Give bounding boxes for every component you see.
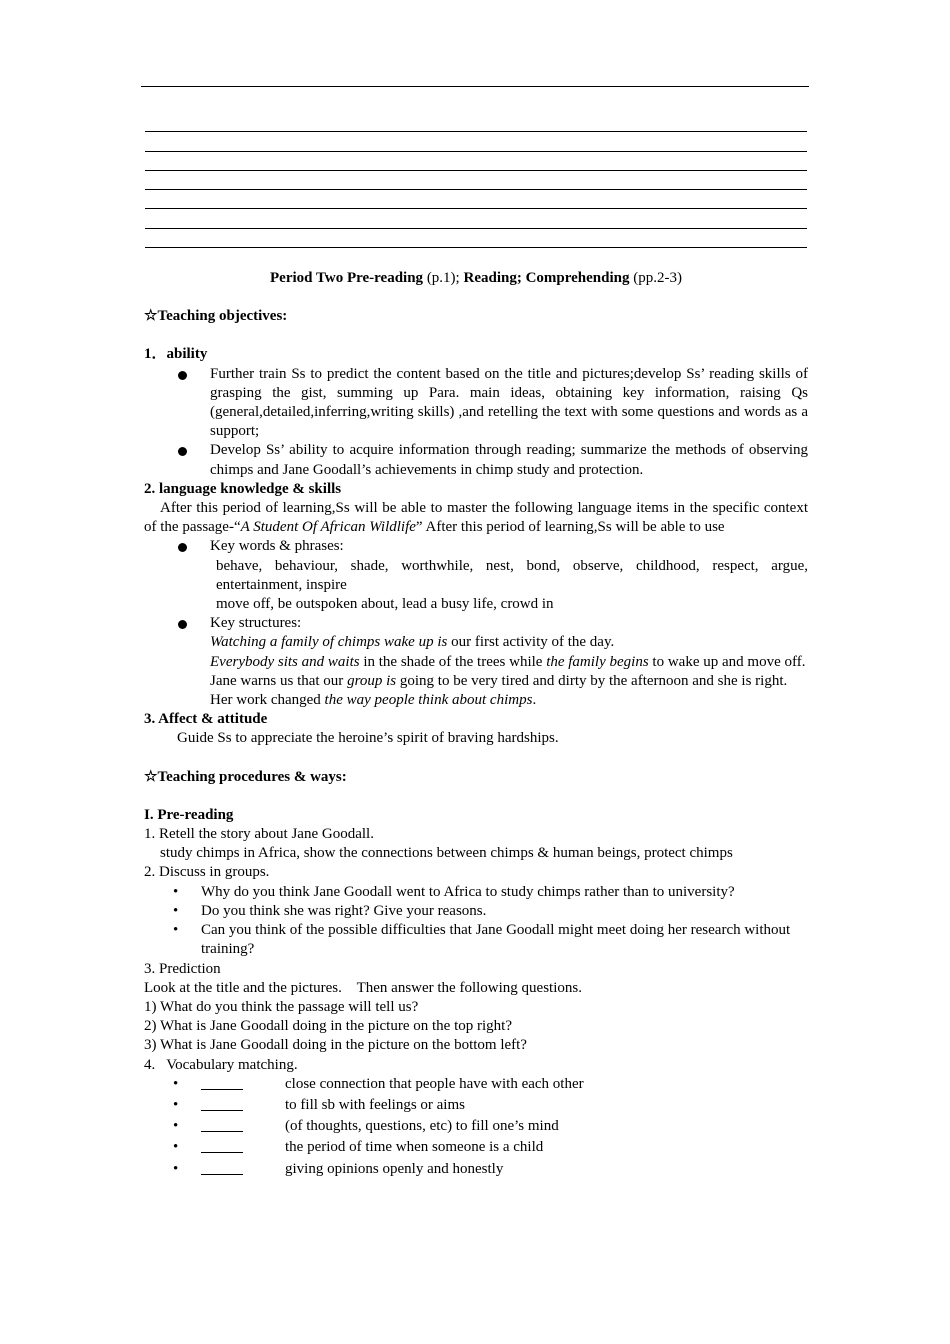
blank-answer-lines	[145, 113, 807, 248]
objectives-heading: ☆Teaching objectives:	[144, 308, 288, 325]
ability-item: Develop Ss’ ability to acquire information through reading; summarize the methods of observing chimps and Jane Goodall’s achievements in chimp study and protection.	[144, 441, 808, 479]
vocab-item: • (of thoughts, questions, etc) to fill one’s mind	[144, 1117, 808, 1138]
blank-line	[145, 152, 807, 171]
vocab-blank[interactable]	[201, 1138, 243, 1159]
prediction-question: 1) What do you think the passage will tell us?	[144, 998, 419, 1015]
procedures-heading: ☆Teaching procedures & ways:	[144, 768, 347, 785]
structure-1: Watching a family of chimps wake up is our first activity of the day.	[210, 634, 615, 651]
structure-4: Her work changed the way people think about chimps.	[210, 692, 537, 709]
vocab-label: 4. Vocabulary matching.	[144, 1056, 298, 1073]
blank-line	[145, 113, 807, 132]
vocab-blank[interactable]	[201, 1117, 243, 1138]
prediction-question: 2) What is Jane Goodall doing in the picture on the top right?	[144, 1018, 512, 1035]
blank-line	[145, 190, 807, 209]
discuss-item: • Can you think of the possible difficulties that Jane Goodall might meet doing her research without training?	[173, 922, 791, 958]
key-words-label: Key words & phrases:	[144, 537, 808, 556]
prediction-question: 3) What is Jane Goodall doing in the picture on the bottom left?	[144, 1037, 527, 1054]
structure-2: Everybody sits and waits in the shade of the trees while the family begins to wake up and move off.	[210, 653, 806, 670]
ability-item: Further train Ss to predict the content based on the title and pictures;develop Ss’ reading skills of grasping the gist, summing up Para. main ideas, obtaining key information, raising Qs (general,detailed,inferring,writing skills) ,and retelling the text with some questions and words as a support;	[144, 365, 808, 442]
header-rule	[141, 86, 809, 87]
vocab-blank[interactable]	[201, 1096, 243, 1117]
affect-heading: 3. Affect & attitude	[144, 711, 268, 728]
discuss-item: • Why do you think Jane Goodall went to Africa to study chimps rather than to university?	[173, 883, 735, 900]
vocab-blank[interactable]	[201, 1075, 243, 1096]
blank-line	[145, 132, 807, 151]
vocab-item: • giving opinions openly and honestly	[144, 1160, 808, 1181]
key-phrases: move off, be outspoken about, lead a busy life, crowd in	[216, 596, 554, 613]
vocab-blank[interactable]	[201, 1160, 243, 1181]
prereading-heading: I. Pre-reading	[144, 806, 234, 823]
discuss-item: • Do you think she was right? Give your reasons.	[173, 902, 487, 919]
structure-3: Jane warns us that our group is going to be very tired and dirty by the afternoon and she is right.	[210, 672, 788, 689]
bullet-dot-icon	[178, 371, 187, 380]
prediction-label: 3. Prediction	[144, 960, 221, 977]
language-heading: 2. language knowledge & skills	[144, 480, 342, 497]
bullet-dot-icon	[178, 620, 187, 629]
ability-heading: 1．ability	[144, 346, 208, 363]
blank-line	[145, 229, 807, 248]
lesson-plan	[144, 269, 808, 1181]
vocab-item: • to fill sb with feelings or aims	[144, 1096, 808, 1117]
blank-line	[145, 171, 807, 190]
vocab-item: • the period of time when someone is a child	[144, 1138, 808, 1159]
key-words: behave, behaviour, shade, worthwhile, nest, bond, observe, childhood, respect, argue, entertainment, inspire	[216, 557, 808, 593]
prediction-instruction: Look at the title and the pictures. Then answer the following questions.	[144, 979, 582, 996]
key-structures-label: Key structures:	[144, 614, 808, 633]
bullet-dot-icon	[178, 447, 187, 456]
affect-text: Guide Ss to appreciate the heroine’s spirit of braving hardships.	[177, 730, 559, 747]
discuss-label: 2. Discuss in groups.	[144, 864, 270, 881]
blank-line	[145, 209, 807, 228]
bullet-dot-icon	[178, 543, 187, 552]
language-intro: After this period of learning,Ss will be able to master the following language items in the specific context of the passage-“A Student Of African Wildlife” After this period of learning,Ss will be able to use	[144, 500, 808, 536]
vocab-item: • close connection that people have with each other	[144, 1075, 808, 1096]
retell-label: 1. Retell the story about Jane Goodall.	[144, 826, 374, 843]
page-title: Period Two Pre-reading (p.1); Reading; Comprehending (pp.2-3)	[270, 270, 682, 286]
retell-text: study chimps in Africa, show the connections between chimps & human beings, protect chimps	[160, 845, 733, 862]
